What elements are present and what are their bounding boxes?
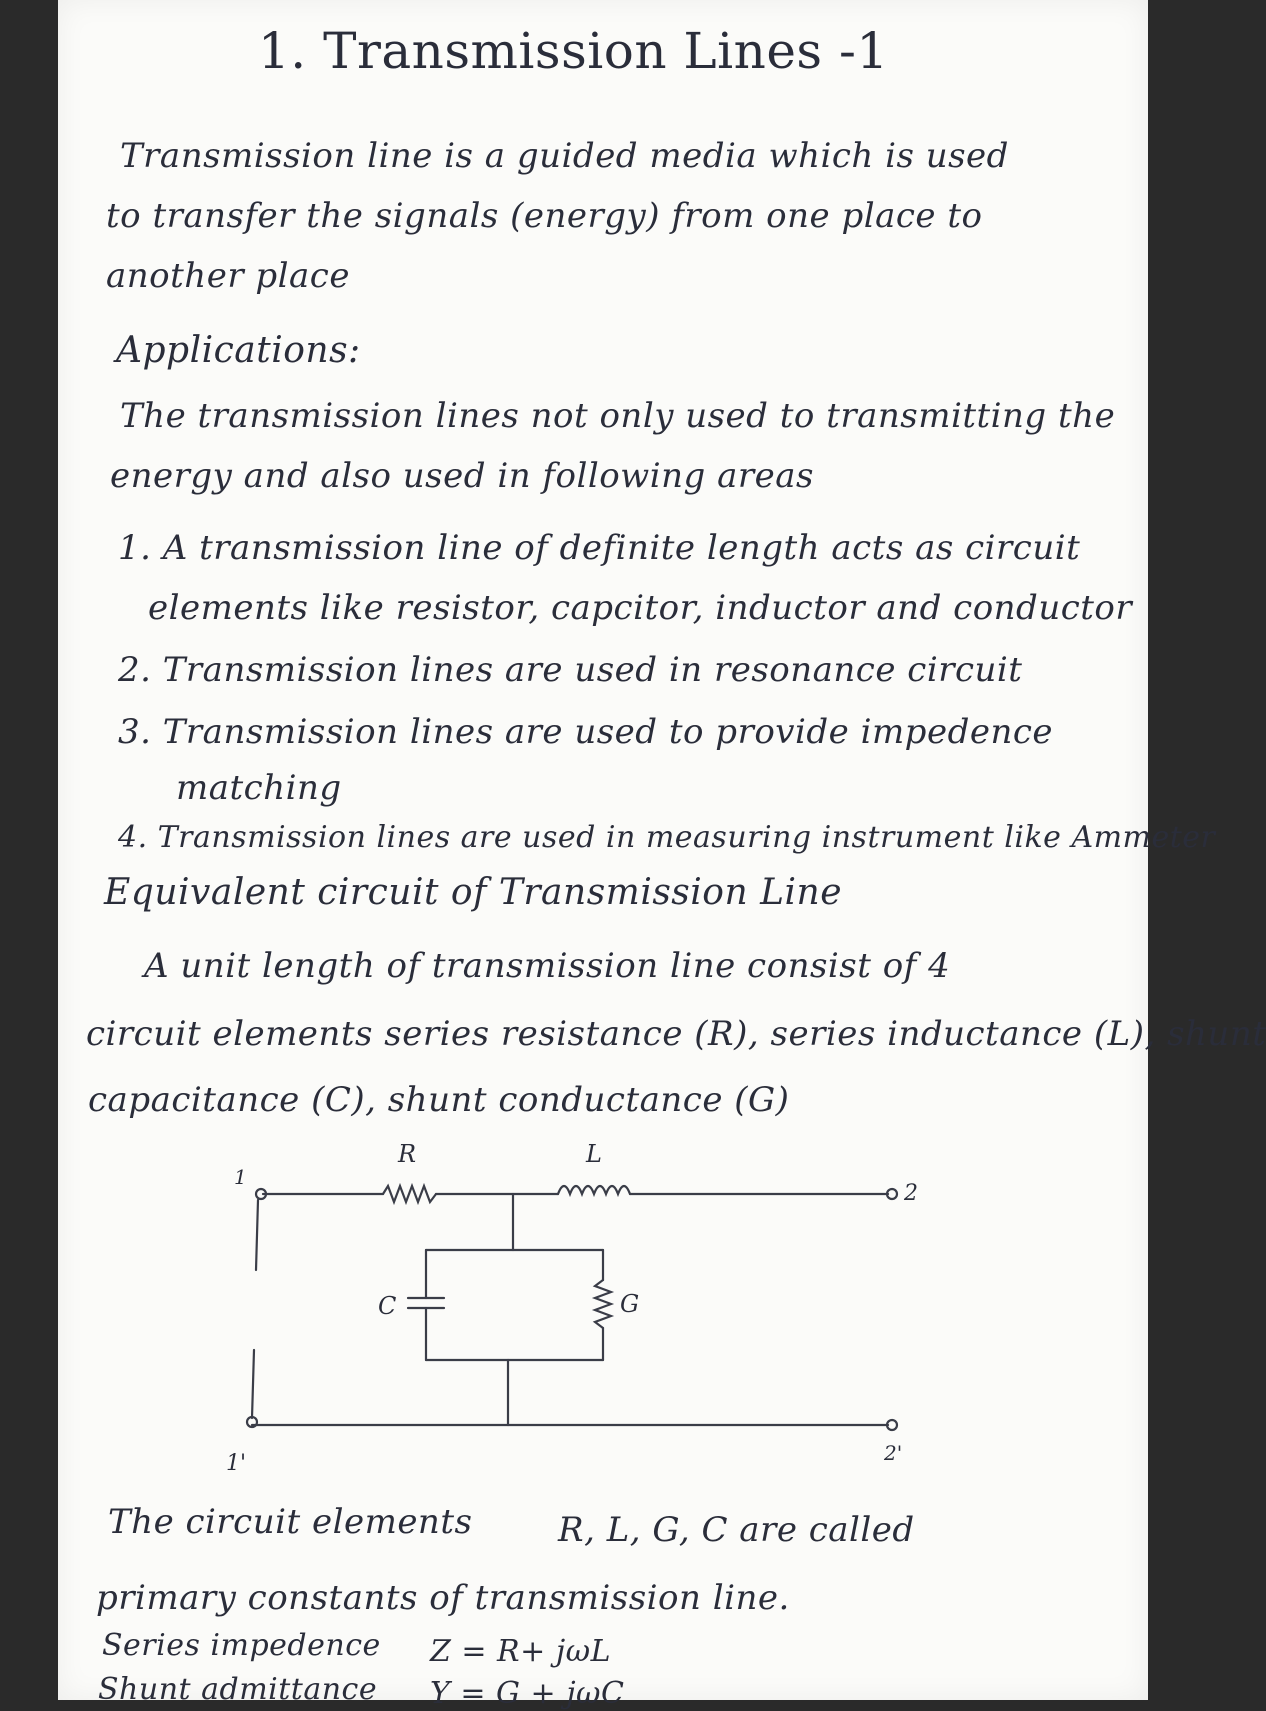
label-g: G: [620, 1290, 640, 1318]
equivalent-text-line-2: circuit elements series resistance (R), series inductance (L), shunt: [86, 1014, 1266, 1054]
intro-line-2: to transfer the signals (energy) from one place to: [106, 196, 983, 236]
left-wire-lower: [252, 1350, 254, 1418]
equivalent-circuit-diagram: [58, 0, 1148, 1700]
closing-line-1-left: The circuit elements: [108, 1502, 473, 1542]
equivalent-circuit-heading: Equivalent circuit of Transmission Line: [104, 872, 843, 913]
closing-line-2: primary constants of transmission line.: [96, 1578, 790, 1618]
label-node-1-prime: 1': [226, 1451, 247, 1476]
application-item-3-continued: matching: [176, 768, 342, 808]
resistor-r-symbol: [383, 1186, 436, 1202]
label-node-2-prime: 2': [884, 1441, 903, 1465]
closing-line-1-right: R, L, G, C are called: [558, 1510, 915, 1550]
application-item-2: 2. Transmission lines are used in resonance circuit: [118, 650, 1023, 690]
shunt-admittance-label: Shunt admittance: [98, 1672, 378, 1707]
application-item-1: 1. A transmission line of definite length acts as circuit: [118, 528, 1081, 568]
equivalent-text-line-1: A unit length of transmission line consist of 4: [144, 946, 951, 986]
series-impedance-formula: Z = R+ jωL: [430, 1634, 612, 1669]
equivalent-text-line-3: capacitance (C), shunt conductance (G): [88, 1080, 790, 1120]
intro-line-3: another place: [106, 256, 350, 296]
label-node-2: 2: [904, 1181, 918, 1206]
series-impedance-label: Series impedence: [102, 1628, 381, 1663]
label-c: C: [378, 1292, 397, 1320]
label-l: L: [586, 1140, 602, 1168]
inductor-l-symbol: [558, 1186, 630, 1194]
shunt-admittance-formula: Y = G + jωC: [430, 1676, 625, 1711]
page-title: 1. Transmission Lines -1: [258, 22, 889, 80]
notebook-page: [58, 0, 1266, 1711]
application-item-1-continued: elements like resistor, capcitor, inductor and conductor: [148, 588, 1133, 628]
left-wire-upper: [256, 1200, 258, 1270]
application-item-3: 3. Transmission lines are used to provide impedence: [118, 712, 1054, 752]
conductance-g-symbol: [595, 1280, 611, 1328]
intro-line-1: Transmission line is a guided media which is used: [120, 136, 1009, 176]
label-node-1: 1: [234, 1165, 247, 1189]
applications-intro-line-2: energy and also used in following areas: [110, 456, 814, 496]
label-r: R: [398, 1140, 417, 1168]
applications-heading: Applications:: [116, 330, 361, 371]
applications-intro-line-1: The transmission lines not only used to transmitting the: [120, 396, 1116, 436]
application-item-4: 4. Transmission lines are used in measuring instrument like Ammeter: [118, 820, 1216, 855]
